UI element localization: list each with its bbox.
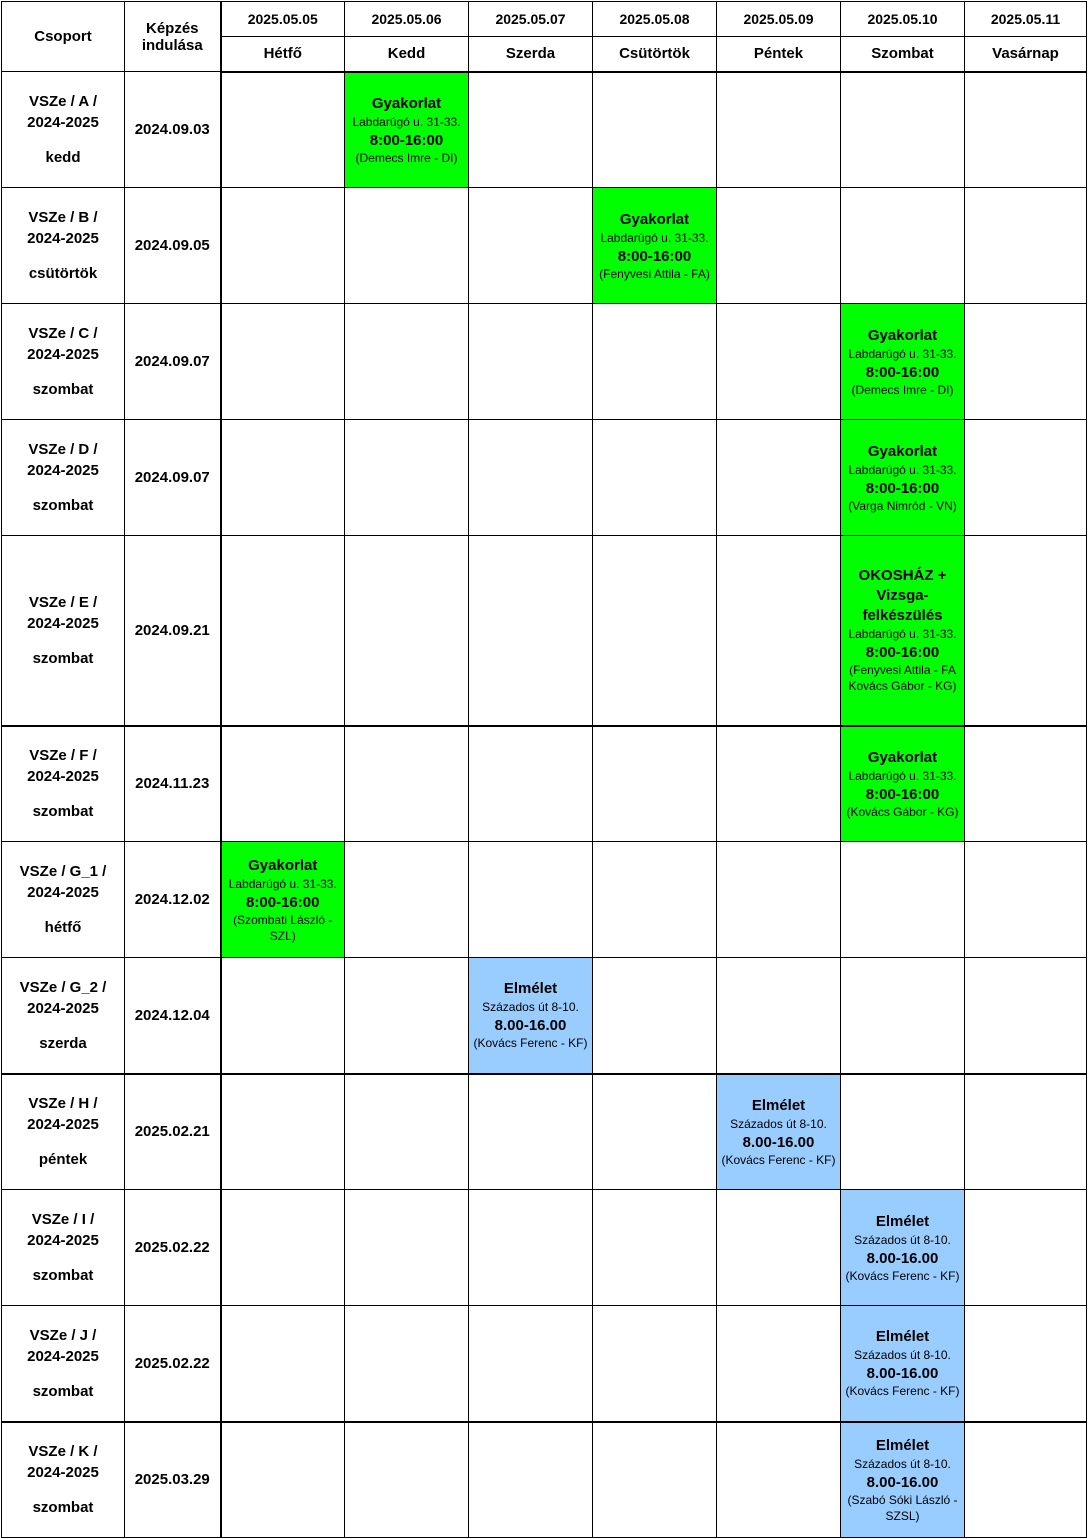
group-cell	[2, 1074, 125, 1190]
group-cell	[2, 958, 125, 1074]
empty-cell	[717, 536, 841, 726]
event-title: Gyakorlat	[867, 748, 938, 766]
schedule-body	[2, 72, 1087, 1538]
event-cell	[469, 958, 593, 1074]
start-date-cell: 2025.03.29	[125, 1422, 221, 1538]
weekday-header: Szombat	[841, 37, 965, 72]
empty-cell	[469, 726, 593, 842]
empty-cell	[965, 958, 1087, 1074]
empty-cell	[717, 1422, 841, 1538]
group-weekday: szombat	[32, 1267, 94, 1284]
empty-cell	[345, 1074, 469, 1190]
start-date-cell: 2025.02.22	[125, 1190, 221, 1306]
group-cell	[2, 536, 125, 726]
event-location: Labdarúgó u. 31-33.	[848, 768, 957, 783]
group-weekday: szombat	[32, 803, 94, 821]
schedule-row	[2, 1422, 1087, 1538]
empty-cell	[717, 726, 841, 842]
empty-cell	[965, 420, 1087, 536]
weekday-header: Kedd	[345, 37, 469, 72]
empty-cell	[469, 842, 593, 958]
event-title: Elmélet	[875, 1212, 930, 1230]
group-cell	[2, 1306, 125, 1422]
empty-cell	[345, 1190, 469, 1306]
schedule-row	[2, 1074, 1087, 1190]
group-year: 2024-2025	[27, 1347, 99, 1365]
event-time: 8:00-16:00	[246, 893, 320, 911]
event-time: 8:00-16:00	[369, 131, 444, 149]
group-weekday: szombat	[32, 497, 94, 514]
event-instructor: (Kovács Ferenc - KF)	[721, 1152, 836, 1167]
event-location: Labdarúgó u. 31-33.	[228, 876, 337, 891]
group-group: VSZe / A /	[28, 93, 98, 110]
empty-cell	[841, 842, 965, 958]
empty-cell	[469, 1190, 593, 1306]
event-time: 8:00-16:00	[865, 479, 940, 497]
empty-cell	[717, 1190, 841, 1306]
group-group: VSZe / J /	[29, 1326, 97, 1344]
event-time: 8:00-16:00	[865, 644, 940, 662]
empty-cell	[965, 726, 1087, 842]
empty-cell	[965, 188, 1087, 304]
empty-cell	[221, 420, 345, 536]
event-title: Gyakorlat	[371, 94, 442, 112]
start-date-cell: 2024.12.02	[125, 842, 221, 958]
group-year: 2024-2025	[27, 462, 99, 479]
empty-cell	[965, 1306, 1087, 1422]
schedule-row	[2, 1306, 1087, 1422]
group-group: VSZe / D /	[28, 441, 98, 458]
event-instructor: (Kovács Ferenc - KF)	[473, 1036, 588, 1051]
empty-cell	[345, 420, 469, 536]
start-date-cell: 2024.09.03	[125, 72, 221, 188]
date-header: 2025.05.05	[221, 2, 345, 37]
event-location: Labdarúgó u. 31-33.	[352, 114, 461, 129]
group-year: 2024-2025	[27, 614, 99, 632]
empty-cell	[965, 1422, 1087, 1538]
schedule-row	[2, 188, 1087, 304]
start-date-cell: 2024.09.05	[125, 188, 221, 304]
event-cell	[841, 536, 965, 726]
header-row-dates	[2, 2, 1087, 37]
start-date-cell: 2024.09.07	[125, 420, 221, 536]
empty-cell	[469, 304, 593, 420]
empty-cell	[345, 304, 469, 420]
group-weekday: péntek	[38, 1151, 88, 1169]
group-group: VSZe / G_1 /	[19, 863, 107, 880]
event-instructor: (Szabó Sóki László - SZSL)	[847, 1492, 958, 1523]
event-location: Labdarúgó u. 31-33.	[848, 627, 957, 642]
group-group: VSZe / G_2 /	[19, 978, 107, 996]
group-cell	[2, 1190, 125, 1306]
group-group: VSZe / H /	[28, 1095, 98, 1113]
empty-cell	[345, 842, 469, 958]
weekday-header: Vasárnap	[965, 37, 1087, 72]
schedule-row	[2, 842, 1087, 958]
event-instructor: (Demecs Imre - DI)	[355, 150, 458, 165]
empty-cell	[221, 536, 345, 726]
event-time: 8:00-16:00	[865, 785, 940, 803]
group-weekday: kedd	[45, 149, 81, 166]
schedule-row	[2, 958, 1087, 1074]
empty-cell	[345, 726, 469, 842]
event-title: Elmélet	[875, 1328, 930, 1346]
empty-cell	[593, 536, 717, 726]
group-weekday: hétfő	[44, 919, 82, 936]
empty-cell	[345, 958, 469, 1074]
event-time: 8:00-16:00	[617, 247, 692, 265]
empty-cell	[717, 420, 841, 536]
group-cell	[2, 420, 125, 536]
group-cell	[2, 1422, 125, 1538]
empty-cell	[965, 1190, 1087, 1306]
empty-cell	[593, 1074, 717, 1190]
event-location: Labdarúgó u. 31-33.	[848, 346, 957, 361]
empty-cell	[469, 1422, 593, 1538]
date-header: 2025.05.09	[717, 2, 841, 37]
event-instructor: (Demecs Imre - DI)	[851, 382, 954, 397]
event-time: 8.00-16.00	[866, 1365, 939, 1383]
empty-cell	[717, 842, 841, 958]
group-group: VSZe / E /	[28, 593, 98, 611]
empty-cell	[841, 958, 965, 1074]
event-location: Százados út 8-10.	[730, 1116, 827, 1131]
date-header: 2025.05.10	[841, 2, 965, 37]
empty-cell	[593, 842, 717, 958]
empty-cell	[469, 1074, 593, 1190]
event-cell	[345, 72, 469, 188]
event-cell	[717, 1074, 841, 1190]
empty-cell	[345, 536, 469, 726]
empty-cell	[717, 72, 841, 188]
empty-cell	[841, 72, 965, 188]
event-title: OKOSHÁZ + Vizsga-felkészülés	[858, 567, 947, 625]
schedule-row	[2, 72, 1087, 188]
schedule-row	[2, 420, 1087, 536]
event-title: Elmélet	[751, 1096, 806, 1114]
event-title: Gyakorlat	[867, 326, 938, 344]
empty-cell	[469, 1306, 593, 1422]
weekday-header: Szerda	[469, 37, 593, 72]
group-year: 2024-2025	[27, 884, 99, 901]
group-year: 2024-2025	[27, 1464, 99, 1482]
group-weekday: szombat	[32, 381, 94, 398]
group-year: 2024-2025	[27, 230, 99, 247]
schedule-row	[2, 304, 1087, 420]
empty-cell	[593, 1190, 717, 1306]
group-year: 2024-2025	[27, 1116, 99, 1134]
group-weekday: szombat	[32, 649, 94, 667]
group-year: 2024-2025	[27, 114, 99, 131]
event-cell	[221, 842, 345, 958]
empty-cell	[593, 1422, 717, 1538]
event-cell	[841, 1306, 965, 1422]
group-cell	[2, 304, 125, 420]
event-cell	[841, 726, 965, 842]
event-time: 8.00-16.00	[742, 1133, 815, 1151]
start-date-cell: 2024.12.04	[125, 958, 221, 1074]
group-year: 2024-2025	[27, 346, 99, 363]
start-date-cell: 2025.02.21	[125, 1074, 221, 1190]
event-time: 8.00-16.00	[866, 1249, 939, 1267]
empty-cell	[965, 842, 1087, 958]
group-group: VSZe / I /	[31, 1211, 95, 1228]
start-date-cell: 2025.02.22	[125, 1306, 221, 1422]
event-location: Százados út 8-10.	[482, 1000, 579, 1015]
empty-cell	[221, 304, 345, 420]
event-cell	[593, 188, 717, 304]
weekday-header: Csütörtök	[593, 37, 717, 72]
event-location: Labdarúgó u. 31-33.	[600, 230, 709, 245]
event-title: Gyakorlat	[867, 442, 938, 460]
empty-cell	[345, 1306, 469, 1422]
event-location: Százados út 8-10.	[854, 1456, 951, 1471]
event-time: 8.00-16.00	[866, 1473, 939, 1491]
empty-cell	[965, 304, 1087, 420]
date-header: 2025.05.07	[469, 2, 593, 37]
empty-cell	[345, 1422, 469, 1538]
group-cell	[2, 726, 125, 842]
group-year: 2024-2025	[27, 1232, 99, 1249]
empty-cell	[965, 536, 1087, 726]
event-instructor: (Kovács Ferenc - KF)	[845, 1268, 960, 1283]
event-time: 8:00-16:00	[865, 363, 940, 381]
empty-cell	[965, 72, 1087, 188]
empty-cell	[221, 1306, 345, 1422]
group-cell	[2, 842, 125, 958]
event-instructor: (Fenyvesi Attila - FA Kovács Gábor - KG)	[848, 663, 957, 694]
empty-cell	[717, 304, 841, 420]
start-date-cell: 2024.11.23	[125, 726, 221, 842]
empty-cell	[593, 1306, 717, 1422]
event-title: Elmélet	[503, 980, 558, 998]
group-weekday: szerda	[39, 1034, 87, 1052]
group-group: VSZe / K /	[28, 1443, 98, 1461]
event-cell	[841, 420, 965, 536]
event-title: Gyakorlat	[619, 210, 690, 228]
empty-cell	[469, 420, 593, 536]
group-cell	[2, 72, 125, 188]
empty-cell	[841, 1074, 965, 1190]
empty-cell	[965, 1074, 1087, 1190]
group-group: VSZe / B /	[28, 209, 98, 226]
start-date-cell: 2024.09.07	[125, 304, 221, 420]
empty-cell	[593, 726, 717, 842]
empty-cell	[221, 958, 345, 1074]
event-time: 8.00-16.00	[494, 1017, 567, 1035]
date-header: 2025.05.06	[345, 2, 469, 37]
empty-cell	[221, 1422, 345, 1538]
group-weekday: szombat	[32, 1382, 94, 1400]
weekday-header: Hétfő	[221, 37, 345, 72]
event-instructor: (Szombati László - SZL)	[233, 912, 333, 943]
empty-cell	[717, 958, 841, 1074]
event-instructor: (Fenyvesi Attila - FA)	[599, 266, 710, 281]
event-cell	[841, 304, 965, 420]
empty-cell	[841, 188, 965, 304]
empty-cell	[221, 1190, 345, 1306]
event-location: Labdarúgó u. 31-33.	[848, 462, 957, 477]
weekday-header: Péntek	[717, 37, 841, 72]
group-year: 2024-2025	[27, 999, 99, 1017]
empty-cell	[469, 188, 593, 304]
empty-cell	[593, 304, 717, 420]
empty-cell	[221, 726, 345, 842]
empty-cell	[221, 1074, 345, 1190]
event-instructor: (Kovács Ferenc - KF)	[845, 1384, 960, 1399]
group-column-header: Csoport	[2, 2, 125, 72]
event-cell	[841, 1190, 965, 1306]
schedule-table	[1, 1, 1087, 1538]
event-location: Százados út 8-10.	[854, 1232, 951, 1247]
schedule-row	[2, 726, 1087, 842]
empty-cell	[221, 188, 345, 304]
event-cell	[841, 1422, 965, 1538]
group-group: VSZe / C /	[28, 325, 98, 342]
empty-cell	[717, 188, 841, 304]
date-header: 2025.05.08	[593, 2, 717, 37]
schedule-row	[2, 536, 1087, 726]
group-year: 2024-2025	[27, 768, 99, 786]
schedule-row	[2, 1190, 1087, 1306]
event-instructor: (Varga Nimród - VN)	[848, 498, 957, 513]
empty-cell	[469, 72, 593, 188]
start-column-header: Képzés indulása	[125, 2, 221, 72]
empty-cell	[717, 1306, 841, 1422]
empty-cell	[593, 72, 717, 188]
empty-cell	[593, 420, 717, 536]
event-location: Százados út 8-10.	[854, 1348, 951, 1363]
start-date-cell: 2024.09.21	[125, 536, 221, 726]
event-title: Gyakorlat	[248, 856, 318, 874]
group-weekday: csütörtök	[28, 265, 98, 282]
event-title: Elmélet	[875, 1436, 930, 1454]
empty-cell	[221, 72, 345, 188]
empty-cell	[345, 188, 469, 304]
group-weekday: szombat	[32, 1499, 94, 1517]
event-instructor: (Kovács Gábor - KG)	[846, 804, 959, 819]
date-header: 2025.05.11	[965, 2, 1087, 37]
group-cell	[2, 188, 125, 304]
group-group: VSZe / F /	[29, 747, 97, 765]
empty-cell	[469, 536, 593, 726]
empty-cell	[593, 958, 717, 1074]
